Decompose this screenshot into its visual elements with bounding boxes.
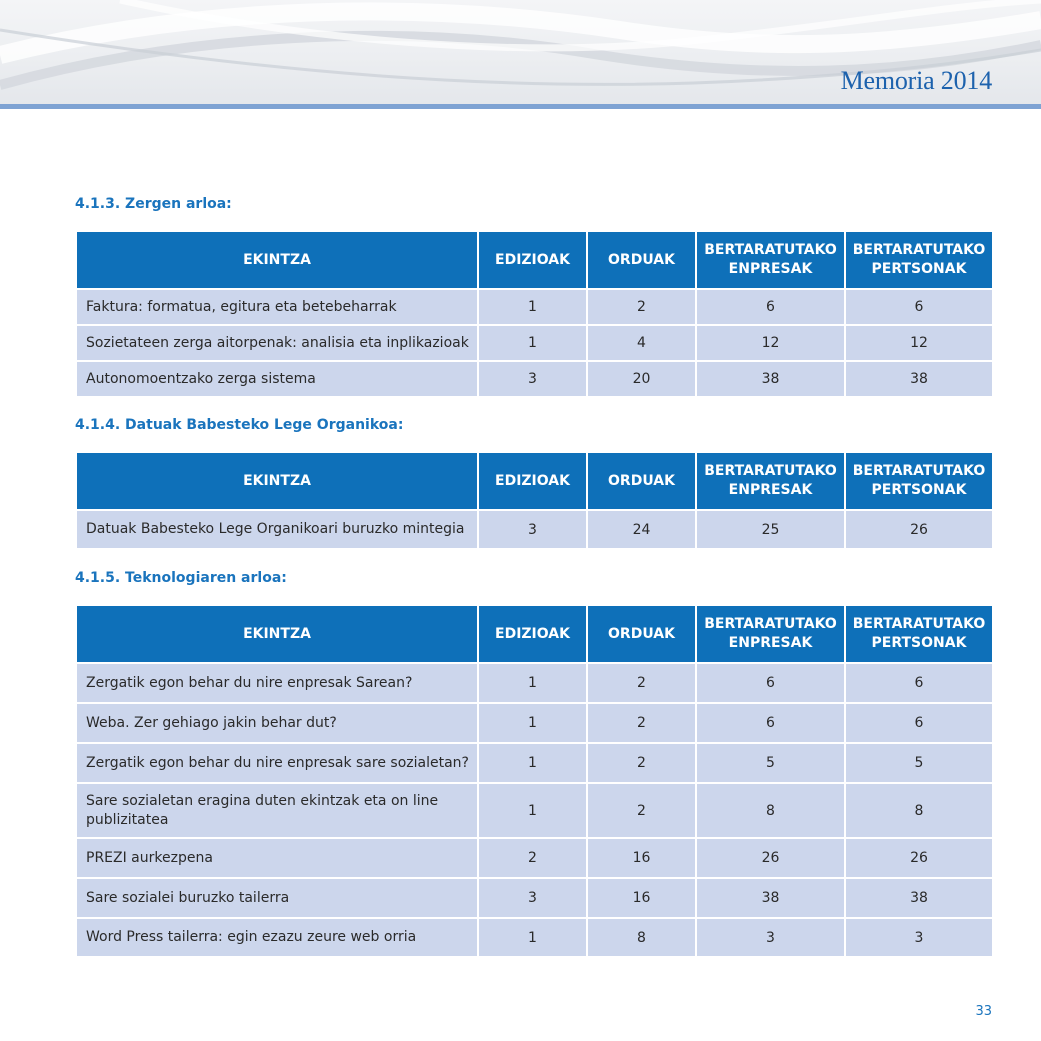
column-header: EDIZIOAK [478,231,587,289]
value-cell: 2 [478,838,587,878]
value-cell: 38 [696,361,845,397]
value-cell: 2 [587,743,696,783]
table-row [76,361,993,397]
value-cell: 8 [696,783,845,838]
column-header: ORDUAK [587,452,696,510]
table-row [76,743,993,783]
value-cell: 1 [478,743,587,783]
value-cell: 26 [696,838,845,878]
value-cell: 2 [587,703,696,743]
table-header-row [76,231,993,289]
value-cell: 6 [845,663,993,703]
section-title: 4.1.4. Datuak Babesteko Lege Organikoa: [75,417,404,433]
value-cell: 25 [696,510,845,549]
data-table [75,230,994,398]
table-row [76,703,993,743]
action-cell: Zergatik egon behar du nire enpresak Sarean? [76,663,478,703]
column-header: EKINTZA [76,452,478,510]
table-row [76,325,993,361]
value-cell: 38 [845,878,993,918]
value-cell: 24 [587,510,696,549]
value-cell: 2 [587,783,696,838]
action-cell: Zergatik egon behar du nire enpresak sare sozialetan? [76,743,478,783]
column-header: BERTARATUTAKO ENPRESAK [696,605,845,663]
action-cell: PREZI aurkezpena [76,838,478,878]
value-cell: 20 [587,361,696,397]
column-header: EKINTZA [76,605,478,663]
value-cell: 3 [478,510,587,549]
value-cell: 16 [587,838,696,878]
value-cell: 3 [696,918,845,957]
column-header: BERTARATUTAKO ENPRESAK [696,452,845,510]
value-cell: 1 [478,703,587,743]
value-cell: 1 [478,289,587,325]
table-row [76,838,993,878]
column-header: BERTARATUTAKO PERTSONAK [845,452,993,510]
value-cell: 6 [845,703,993,743]
value-cell: 12 [845,325,993,361]
value-cell: 16 [587,878,696,918]
value-cell: 6 [696,663,845,703]
value-cell: 6 [845,289,993,325]
section-title: 4.1.3. Zergen arloa: [75,196,232,212]
value-cell: 3 [478,878,587,918]
column-header: BERTARATUTAKO PERTSONAK [845,231,993,289]
value-cell: 6 [696,289,845,325]
column-header: EDIZIOAK [478,452,587,510]
column-header: EDIZIOAK [478,605,587,663]
publication-title: Memoria 2014 [840,66,992,95]
page-number: 33 [975,1004,992,1019]
table-header-row [76,605,993,663]
value-cell: 26 [845,510,993,549]
value-cell: 38 [696,878,845,918]
action-cell: Word Press tailerra: egin ezazu zeure web orria [76,918,478,957]
column-header: ORDUAK [587,231,696,289]
table-row [76,878,993,918]
action-cell: Autonomoentzako zerga sistema [76,361,478,397]
value-cell: 5 [696,743,845,783]
table-row [76,510,993,549]
value-cell: 5 [845,743,993,783]
value-cell: 3 [845,918,993,957]
value-cell: 12 [696,325,845,361]
data-table [75,604,994,958]
value-cell: 1 [478,783,587,838]
action-cell: Faktura: formatua, egitura eta betebeharrak [76,289,478,325]
action-cell: Weba. Zer gehiago jakin behar dut? [76,703,478,743]
value-cell: 2 [587,663,696,703]
value-cell: 8 [845,783,993,838]
column-header: BERTARATUTAKO PERTSONAK [845,605,993,663]
value-cell: 2 [587,289,696,325]
value-cell: 1 [478,918,587,957]
table-row [76,783,993,838]
value-cell: 26 [845,838,993,878]
action-cell: Datuak Babesteko Lege Organikoari buruzko mintegia [76,510,478,549]
table-row [76,289,993,325]
data-table [75,451,994,550]
action-cell: Sozietateen zerga aitorpenak: analisia eta inplikazioak [76,325,478,361]
value-cell: 1 [478,325,587,361]
table-row [76,918,993,957]
value-cell: 3 [478,361,587,397]
value-cell: 8 [587,918,696,957]
section-title: 4.1.5. Teknologiaren arloa: [75,570,287,586]
column-header: ORDUAK [587,605,696,663]
action-cell: Sare sozialei buruzko tailerra [76,878,478,918]
table-row [76,663,993,703]
column-header: EKINTZA [76,231,478,289]
action-cell: Sare sozialetan eragina duten ekintzak eta on line publizitatea [76,783,478,838]
table-header-row [76,452,993,510]
value-cell: 4 [587,325,696,361]
value-cell: 6 [696,703,845,743]
column-header: BERTARATUTAKO ENPRESAK [696,231,845,289]
page-header [0,0,1041,105]
value-cell: 1 [478,663,587,703]
header-rule [0,104,1041,109]
value-cell: 38 [845,361,993,397]
